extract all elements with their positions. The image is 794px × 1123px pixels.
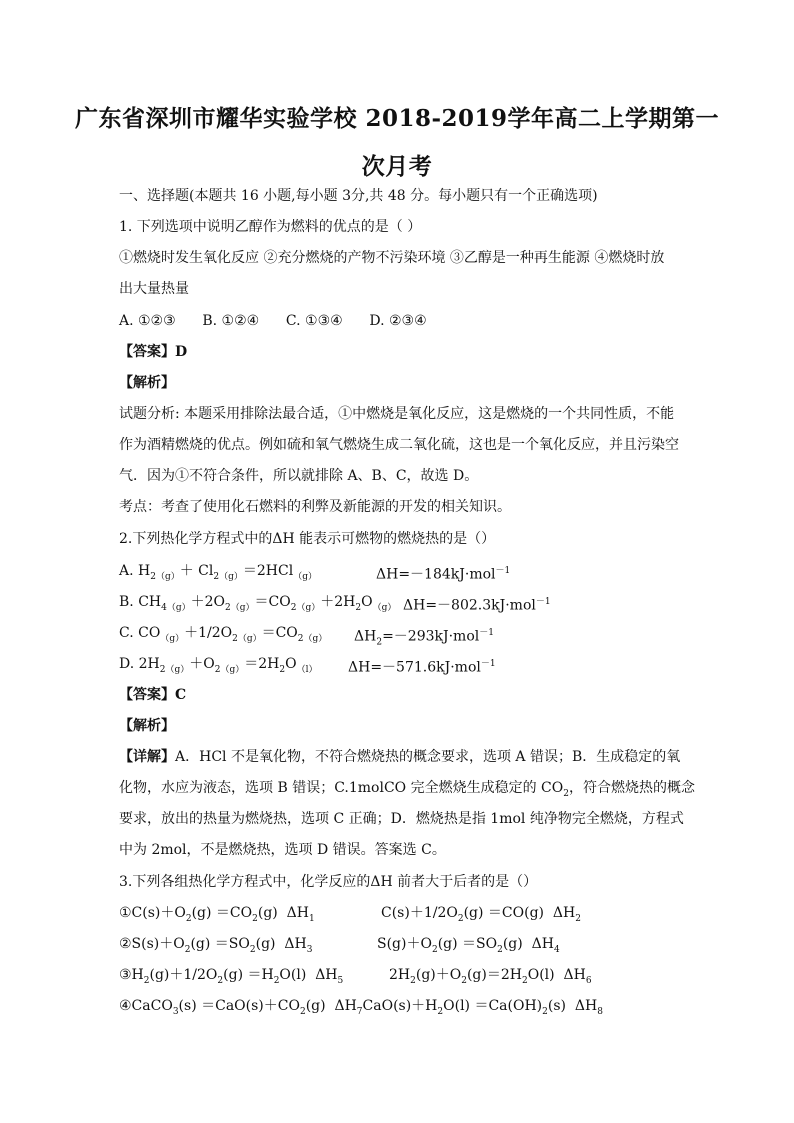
q2-analysis-label: 【解析】 [119, 718, 175, 734]
q1-stem: 1. 下列选项中说明乙醇作为燃料的优点的是（ ） [119, 219, 422, 235]
q1-choices: A. ①②③ B. ①②④ C. ①③④ D. ②③④ [119, 313, 427, 329]
q2-detail-line1: 【详解】A．HCl 不是氧化物，不符合燃烧热的概念要求，选项 A 错误；B．生成稳定的氧 [119, 749, 681, 765]
q2-detail-line3: 要求，放出的热量为燃烧热，选项 C 正确；D．燃烧热是指 1mol 纯净物完全燃烧，方程式 [119, 811, 684, 827]
q2-stem: 2.下列热化学方程式中的ΔH 能表示可燃物的燃烧热的是（） [119, 531, 496, 547]
q2-option-c: C. $CO_{(g)}+1/2O_{2(g)}=CO_{2(g)}$ $\Delta H_2=-293kJ\cdot mol^{-1}$ [119, 624, 679, 648]
q1-analysis-line1: 试题分析: 本题采用排除法最合适，①中燃烧是氧化反应，这是燃烧的一个共同性质，不能 [119, 406, 675, 422]
q1-analysis-line3: 气．因为①不符合条件，所以就排除 A、B、C，故选 D。 [119, 468, 479, 484]
q3-pair-1: $①C(s)+O_2(g) =CO_2(g)$ $\Delta H_1$ $C(s)+1/2O_2(g) =CO(g)$ $\Delta H_2$ [119, 905, 581, 924]
q2-answer: 【答案】C [119, 687, 187, 703]
q2-option-a-label: A. [119, 563, 134, 579]
q3-stem: 3.下列各组热化学方程式中，化学反应的ΔH 前者大于后者的是（） [119, 874, 538, 890]
doc-title-line1: 广东省深圳市耀华实验学校 2018-2019学年高二上学期第一 [74, 105, 720, 132]
q2-option-b-dh: ΔH=－802.3kJ·mol$^{-1}$ [403, 597, 551, 614]
q2-option-d-dh: ΔH=－571.6kJ·mol$^{-1}$ [348, 659, 496, 676]
q1-options-line1: ①燃烧时发生氧化反应 ②充分燃烧的产物不污染环境 ③乙醇是一种再生能源 ④燃烧时放 [119, 250, 665, 266]
q1-kaodian: 考点：考查了使用化石燃料的利弊及新能源的开发的相关知识。 [119, 499, 511, 515]
section-heading: 一、选择题(本题共 16 小题,每小题 3分,共 48 分。每小题只有一个正确选项) [119, 188, 598, 204]
q3-pair-4: ④CaCO$_3$(s) $=CaO(s)+CO_2(g)$ $\Delta H_7CaO(s)+H_2O(l) =Ca(OH)_2(s)$ $\Delta H_8$ [119, 998, 603, 1017]
q3-pair-3: $③H_2(g)+1/2O_2(g) =H_2O(l)$ $\Delta H_5$ $2H_2(g)+O_2(g)=2H_2O(l)$ $\Delta H_6$ [119, 967, 592, 986]
q2-option-c-label: C. [119, 625, 134, 641]
q1-analysis-line2: 作为酒精燃烧的优点。例如硫和氧气燃烧生成二氧化硫，这也是一个氧化反应，并且污染空 [119, 437, 679, 453]
q2-option-d-label: D. [119, 656, 135, 672]
q2-option-c-dh: $\Delta H_2=-293kJ\cdot mol^{-1}$ [354, 628, 494, 648]
q2-option-a: A. $H_{2(g)}+ Cl_{2(g)}=2HCl_{(g)}$ ΔH=－184kJ·mol$^{-1}$ [119, 563, 511, 583]
q3-pair-2: $②S(s)+O_2(g) =SO_2(g)$ $\Delta H_3$ $S(g)+O_2(g) =SO_2(g)$ $\Delta H_4$ [119, 936, 560, 955]
q2-option-b-label: B. [119, 594, 134, 610]
q2-detail-line4: 中为 2mol，不是燃烧热，选项 D 错误。答案选 C。 [119, 842, 446, 858]
q1-answer: 【答案】D [119, 344, 188, 360]
q1-options-line2: 出大量热量 [119, 281, 189, 297]
q2-option-d: D. $2H_{2(g)}+O_{2(g)}=2H_2O_{(l)}$ ΔH=－571.6kJ·mol$^{-1}$ [119, 656, 496, 676]
q2-option-b: B. $CH_{4(g)}+2O_{2(g)}=CO_{2(g)}+2H_2O_{(g)}$ ΔH=－802.3kJ·mol$^{-1}$ [119, 594, 551, 614]
q2-detail-line2: 化物，水应为液态，选项 B 错误；C.1molCO 完全燃烧生成稳定的 $CO_2$，符合燃烧热的概念 [119, 780, 695, 799]
q2-option-a-dh: ΔH=－184kJ·mol$^{-1}$ [376, 566, 511, 583]
q1-analysis-label: 【解析】 [119, 375, 175, 391]
doc-title-line2: 次月考 [361, 153, 433, 180]
